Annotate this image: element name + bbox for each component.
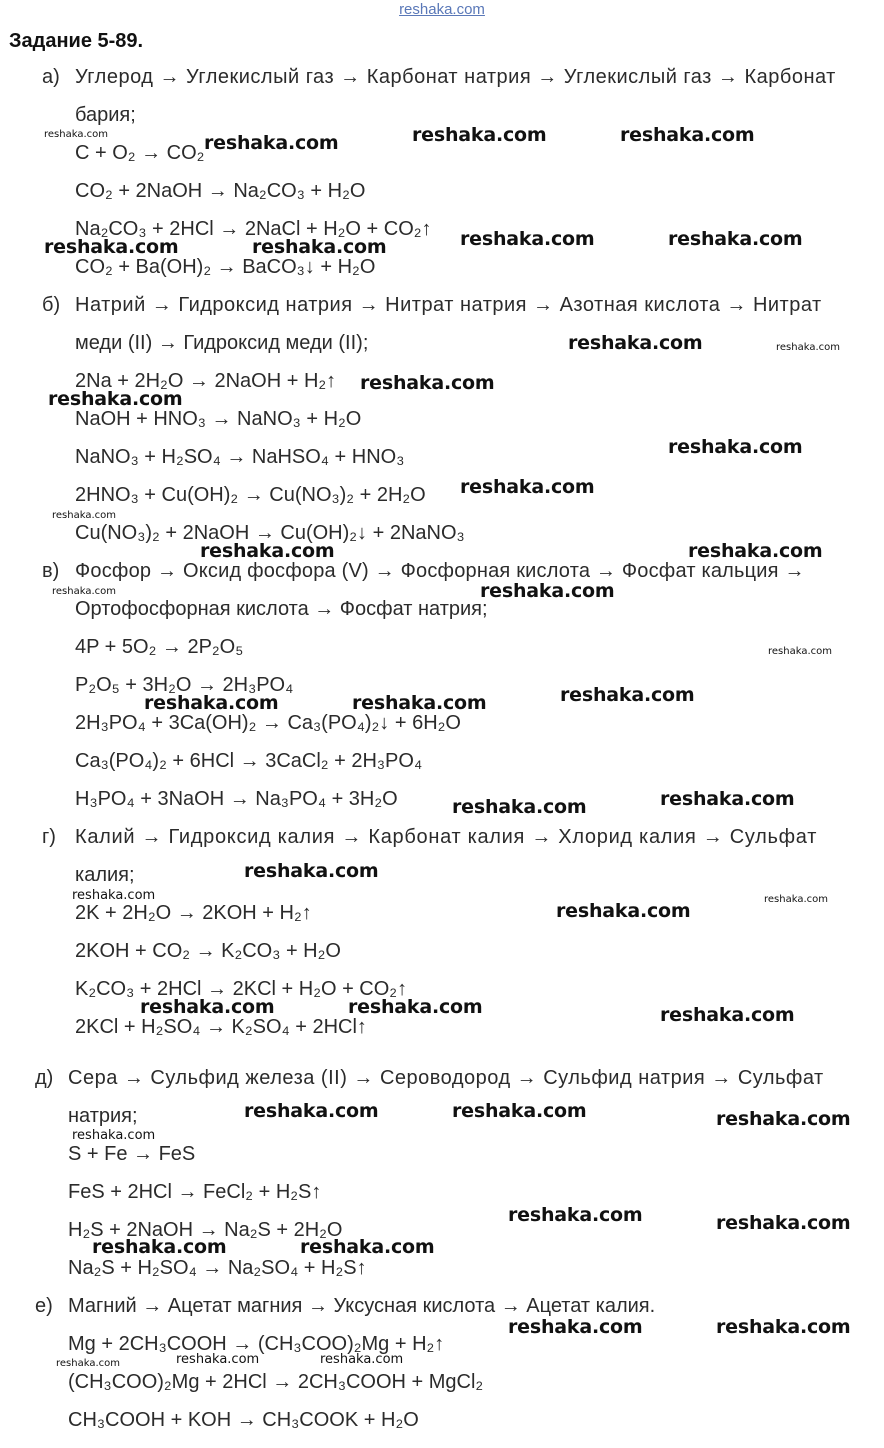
watermark-medium: reshaka.com (320, 1352, 404, 1367)
reaction-equation: NaNO₃ + H₂SO₄ → NaHSO₄ + HNO₃ (75, 446, 405, 468)
watermark: reshaka.com (556, 900, 691, 922)
watermark: reshaka.com (688, 540, 823, 562)
transformation-chain-line: Калий → Гидроксид калия → Карбонат калия → Хлорид калия → Сульфат (75, 826, 818, 848)
watermark: reshaka.com (452, 1100, 587, 1122)
transformation-chain-line: калия; (75, 864, 135, 886)
watermark: reshaka.com (140, 996, 275, 1018)
watermark: reshaka.com (716, 1212, 851, 1234)
watermark: reshaka.com (48, 388, 183, 410)
section-label: а) (42, 66, 60, 88)
watermark: reshaka.com (300, 1236, 435, 1258)
watermark: reshaka.com (412, 124, 547, 146)
watermark: reshaka.com (92, 1236, 227, 1258)
reaction-equation: 2HNO₃ + Cu(OH)₂ → Cu(NO₃)₂ + 2H₂O (75, 484, 426, 506)
reaction-equation: CO₂ + 2NaOH → Na₂CO₃ + H₂O (75, 180, 366, 202)
watermark: reshaka.com (508, 1204, 643, 1226)
reaction-equation: Mg + 2CH₃COOH → (CH₃COO)₂Mg + H₂↑ (68, 1333, 445, 1355)
watermark: reshaka.com (508, 1316, 643, 1338)
section-label: д) (35, 1067, 54, 1089)
transformation-chain-line: Натрий → Гидроксид натрия → Нитрат натрия → Азотная кислота → Нитрат (75, 294, 822, 316)
watermark: reshaka.com (452, 796, 587, 818)
watermark: reshaka.com (716, 1316, 851, 1338)
watermark: reshaka.com (668, 228, 803, 250)
transformation-chain-line: меди (II) → Гидроксид меди (II); (75, 332, 369, 354)
reaction-equation: 2KOH + CO₂ → K₂CO₃ + H₂O (75, 940, 341, 962)
watermark-medium: reshaka.com (176, 1352, 260, 1367)
watermark: reshaka.com (360, 372, 495, 394)
watermark: reshaka.com (568, 332, 703, 354)
reaction-equation: Cu(NO₃)₂ + 2NaOH → Cu(OH)₂↓ + 2NaNO₃ (75, 522, 465, 544)
reaction-equation: 2KCl + H₂SO₄ → K₂SO₄ + 2HCl↑ (75, 1016, 367, 1038)
reaction-equation: Ca₃(PO₄)₂ + 6HCl → 3CaCl₂ + 2H₃PO₄ (75, 750, 423, 772)
watermark: reshaka.com (716, 1108, 851, 1130)
watermark: reshaka.com (668, 436, 803, 458)
reaction-equation: 2Na + 2H₂O → 2NaOH + H₂↑ (75, 370, 337, 392)
section-label: е) (35, 1295, 53, 1317)
reaction-equation: C + O₂ → CO₂ (75, 142, 205, 164)
watermark: reshaka.com (204, 132, 339, 154)
watermark: reshaka.com (44, 236, 179, 258)
watermark: reshaka.com (620, 124, 755, 146)
watermark-small: reshaka.com (44, 129, 108, 140)
reaction-equation: FeS + 2HCl → FeCl₂ + H₂S↑ (68, 1181, 322, 1203)
section-label: г) (42, 826, 56, 848)
watermark-small: reshaka.com (52, 510, 116, 521)
reaction-equation: K₂CO₃ + 2HCl → 2KCl + H₂O + CO₂↑ (75, 978, 408, 1000)
transformation-chain-line: Магний → Ацетат магния → Уксусная кислота → Ацетат калия. (68, 1295, 656, 1317)
watermark-small: reshaka.com (768, 646, 832, 657)
section-label: б) (42, 294, 61, 316)
reaction-equation: P₂O₅ + 3H₂O → 2H₃PO₄ (75, 674, 294, 696)
watermark-medium: reshaka.com (72, 888, 156, 903)
reaction-equation: 2H₃PO₄ + 3Ca(OH)₂ → Ca₃(PO₄)₂↓ + 6H₂O (75, 712, 461, 734)
watermark: reshaka.com (560, 684, 695, 706)
reaction-equation: Na₂CO₃ + 2HCl → 2NaCl + H₂O + CO₂↑ (75, 218, 432, 240)
watermark: reshaka.com (660, 788, 795, 810)
watermark: reshaka.com (244, 1100, 379, 1122)
transformation-chain-line: Ортофосфорная кислота → Фосфат натрия; (75, 598, 488, 620)
transformation-chain-line: Углерод → Углекислый газ → Карбонат натрия → Углекислый газ → Карбонат (75, 66, 836, 88)
watermark-small: reshaka.com (776, 342, 840, 353)
watermark-small: reshaka.com (56, 1358, 120, 1369)
reaction-equation: 4P + 5O₂ → 2P₂O₅ (75, 636, 244, 658)
reaction-equation: CO₂ + Ba(OH)₂ → BaCO₃↓ + H₂O (75, 256, 376, 278)
watermark: reshaka.com (252, 236, 387, 258)
watermark: reshaka.com (660, 1004, 795, 1026)
reaction-equation: Na₂S + H₂SO₄ → Na₂SO₄ + H₂S↑ (68, 1257, 367, 1279)
reaction-equation: H₃PO₄ + 3NaOH → Na₃PO₄ + 3H₂O (75, 788, 398, 810)
watermark-medium: reshaka.com (72, 1128, 156, 1143)
watermark: reshaka.com (200, 540, 335, 562)
reaction-equation: 2K + 2H₂O → 2KOH + H₂↑ (75, 902, 312, 924)
transformation-chain-line: Сера → Сульфид железа (II) → Сероводород → Сульфид натрия → Сульфат (68, 1067, 824, 1089)
reaction-equation: CH₃COOH + KOH → CH₃COOK + H₂O (68, 1409, 419, 1431)
watermark-small: reshaka.com (52, 586, 116, 597)
section-label: в) (42, 560, 60, 582)
watermark: reshaka.com (460, 476, 595, 498)
watermark: reshaka.com (144, 692, 279, 714)
site-header-link[interactable]: reshaka.com (399, 1, 485, 18)
watermark: reshaka.com (480, 580, 615, 602)
reaction-equation: S + Fe → FeS (68, 1143, 196, 1165)
reaction-equation: NaOH + HNO₃ → NaNO₃ + H₂O (75, 408, 362, 430)
watermark: reshaka.com (460, 228, 595, 250)
watermark: reshaka.com (244, 860, 379, 882)
watermark-small: reshaka.com (764, 894, 828, 905)
reaction-equation: H₂S + 2NaOH → Na₂S + 2H₂O (68, 1219, 343, 1241)
transformation-chain-line: натрия; (68, 1105, 138, 1127)
watermark: reshaka.com (348, 996, 483, 1018)
transformation-chain-line: Фосфор → Оксид фосфора (V) → Фосфорная кислота → Фосфат кальция → (75, 560, 805, 582)
watermark: reshaka.com (352, 692, 487, 714)
task-title: Задание 5-89. (9, 30, 144, 52)
reaction-equation: (CH₃COO)₂Mg + 2HCl → 2CH₃COOH + MgCl₂ (68, 1371, 484, 1393)
transformation-chain-line: бария; (75, 104, 136, 126)
